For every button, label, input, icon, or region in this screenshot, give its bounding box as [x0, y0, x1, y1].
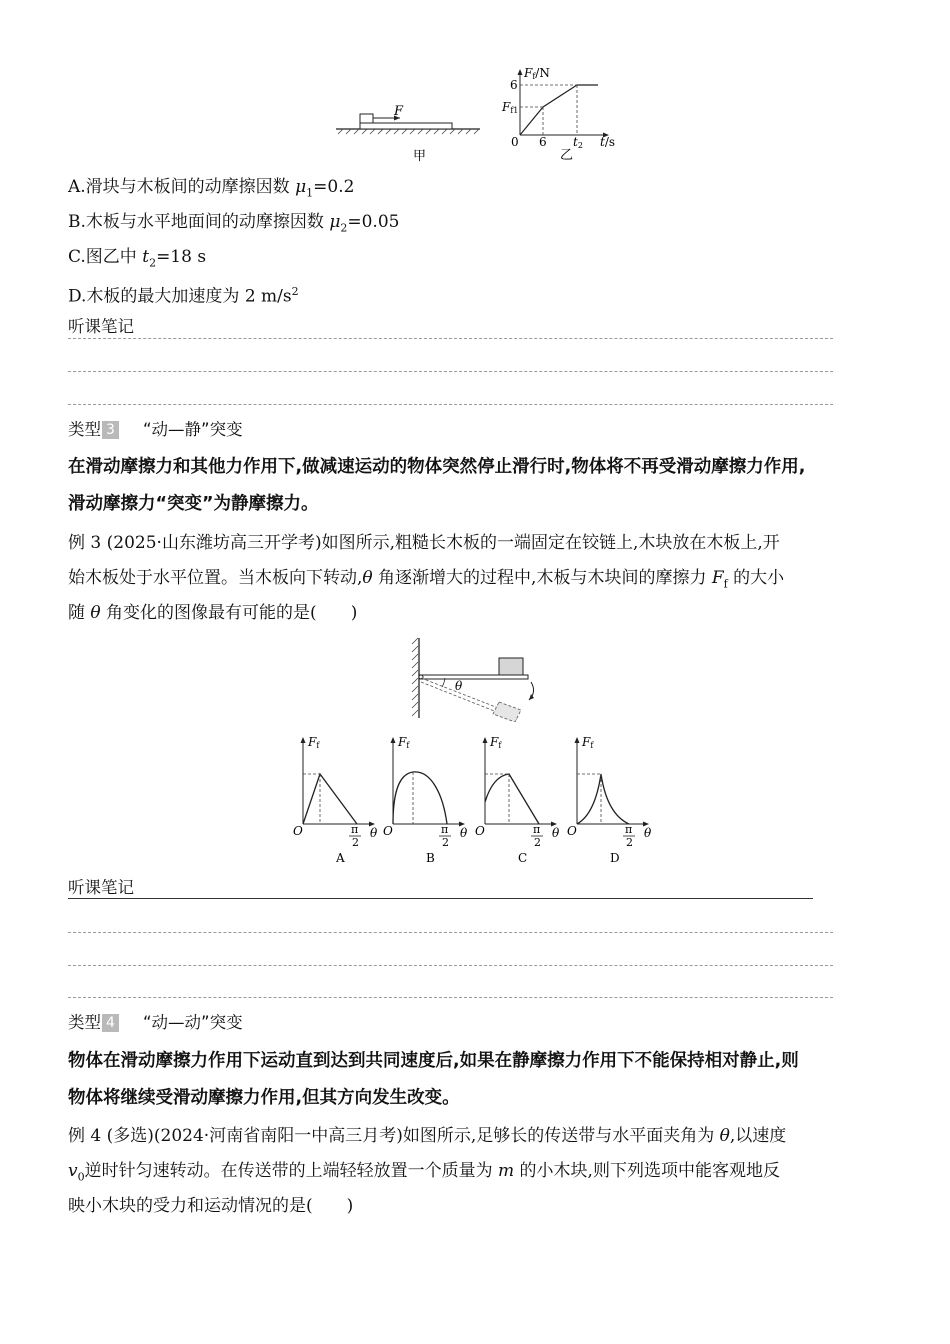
- svg-text:O: O: [567, 824, 577, 838]
- svg-text:2: 2: [534, 836, 541, 849]
- graph-b-letter: B: [426, 851, 435, 865]
- notes-line: [68, 898, 813, 899]
- type4-number-badge: 4: [102, 1014, 119, 1032]
- svg-text:π: π: [625, 823, 633, 836]
- notes-line: [68, 404, 833, 405]
- notes-line: [68, 371, 833, 372]
- svg-text:θ: θ: [644, 826, 652, 840]
- graph-a: [293, 735, 378, 865]
- example4-label: 例 4: [68, 1126, 102, 1146]
- notes-label-2: 听课笔记: [68, 878, 134, 897]
- choice-graphs: [285, 732, 665, 870]
- fig-jia-diagram: [336, 104, 480, 164]
- graph-d: [567, 735, 652, 865]
- type3-desc-line1: 在滑动摩擦力和其他力作用下,做减速运动的物体突然停止滑行时,物体将不再受滑动摩擦力作用,: [68, 457, 806, 477]
- svg-text:O: O: [475, 824, 485, 838]
- example3-line2: 始木板处于水平位置。当木板向下转动,θ 角逐渐增大的过程中,木板与木块间的摩擦力 $F_f$ 的大小: [68, 568, 785, 591]
- svg-text:π: π: [533, 823, 541, 836]
- graph-c: [475, 735, 560, 865]
- svg-text:t/s: t/s: [600, 135, 616, 149]
- type3-number-badge: 3: [102, 421, 119, 439]
- notes-line: [68, 338, 833, 339]
- type3-desc-line2: 滑动摩擦力“突变”为静摩擦力。: [68, 494, 319, 514]
- option-d: D.木板的最大加速度为 2 $m/s^2$: [68, 285, 299, 307]
- svg-text:O: O: [293, 824, 303, 838]
- svg-text:Ff: Ff: [308, 735, 320, 750]
- hinged-board-figure: [405, 636, 545, 722]
- type3-heading: 类型 3 “动—静”突变: [68, 420, 243, 439]
- option-c: C.图乙中 $t_2=18$ s: [68, 247, 207, 270]
- svg-text:θ: θ: [370, 826, 378, 840]
- svg-text:2: 2: [352, 836, 359, 849]
- option-b: B.木板与水平地面间的动摩擦因数 $\mu_2=0.05$: [68, 212, 400, 235]
- svg-text:Ff/N: Ff/N: [524, 66, 550, 81]
- svg-text:π: π: [351, 823, 359, 836]
- type4-heading: 类型 4 “动—动”突变: [68, 1013, 243, 1032]
- fig-jia-label: 甲: [413, 149, 427, 164]
- type4-desc-line2: 物体将继续受滑动摩擦力作用,但其方向发生改变。: [68, 1088, 460, 1108]
- graph-c-letter: C: [518, 851, 528, 865]
- notes-line: [68, 965, 833, 966]
- wood-block: [499, 658, 523, 675]
- svg-text:Ff: Ff: [490, 735, 502, 750]
- notes-label-1: 听课笔记: [68, 317, 134, 336]
- example4-line3: 映小木块的受力和运动情况的是( ): [68, 1196, 354, 1216]
- example3-line1: 例 3 (2025·山东潍坊高三开学考)如图所示,粗糙长木板的一端固定在铰链上,木块放在木板上,开: [68, 533, 780, 553]
- type4-desc-line1: 物体在滑动摩擦力作用下运动直到达到共同速度后,如果在静摩擦力作用下不能保持相对静止,则: [68, 1051, 799, 1071]
- svg-text:Ff: Ff: [582, 735, 594, 750]
- example4-line2: $v_0$逆时针匀速转动。在传送带的上端轻轻放置一个质量为 m 的小木块,则下列选项中能客观地反: [68, 1161, 780, 1184]
- example3-line3: 随 θ 角变化的图像最有可能的是( ): [68, 603, 358, 623]
- svg-text:Ff: Ff: [398, 735, 410, 750]
- svg-text:2: 2: [442, 836, 449, 849]
- notes-line: [68, 997, 833, 998]
- graph-d-letter: D: [610, 851, 620, 865]
- svg-text:θ: θ: [552, 826, 560, 840]
- example3-source: (2025·山东潍坊高三开学考): [106, 533, 322, 553]
- svg-text:O: O: [383, 824, 393, 838]
- notes-line: [68, 932, 833, 933]
- slider-block: [360, 114, 373, 123]
- graph-b: [383, 735, 468, 865]
- graph-a-letter: A: [336, 851, 345, 865]
- svg-text:θ: θ: [460, 826, 468, 840]
- fig-yi-label: 乙: [560, 148, 574, 163]
- force-label: F: [394, 104, 404, 119]
- example4-line1: 例 4 (多选)(2024·河南省南阳一中高三月考)如图所示,足够长的传送带与水平面夹角为 θ,以速度: [68, 1126, 787, 1146]
- figure-1: [330, 65, 630, 165]
- svg-text:θ: θ: [455, 679, 463, 693]
- option-a: A.滑块与木板间的动摩擦因数 $\mu_1=0.2$: [68, 177, 355, 200]
- example4-tag: (多选)(2024·河南省南阳一中高三月考): [106, 1126, 403, 1146]
- svg-text:t2: t2: [573, 135, 583, 150]
- svg-text:0: 0: [511, 135, 519, 149]
- svg-text:Ff1: Ff1: [502, 100, 519, 115]
- svg-text:6: 6: [539, 135, 547, 149]
- svg-text:π: π: [441, 823, 449, 836]
- example3-label: 例 3: [68, 533, 102, 553]
- svg-text:6: 6: [510, 78, 518, 92]
- fig-yi-graph: [501, 66, 615, 163]
- svg-text:2: 2: [626, 836, 633, 849]
